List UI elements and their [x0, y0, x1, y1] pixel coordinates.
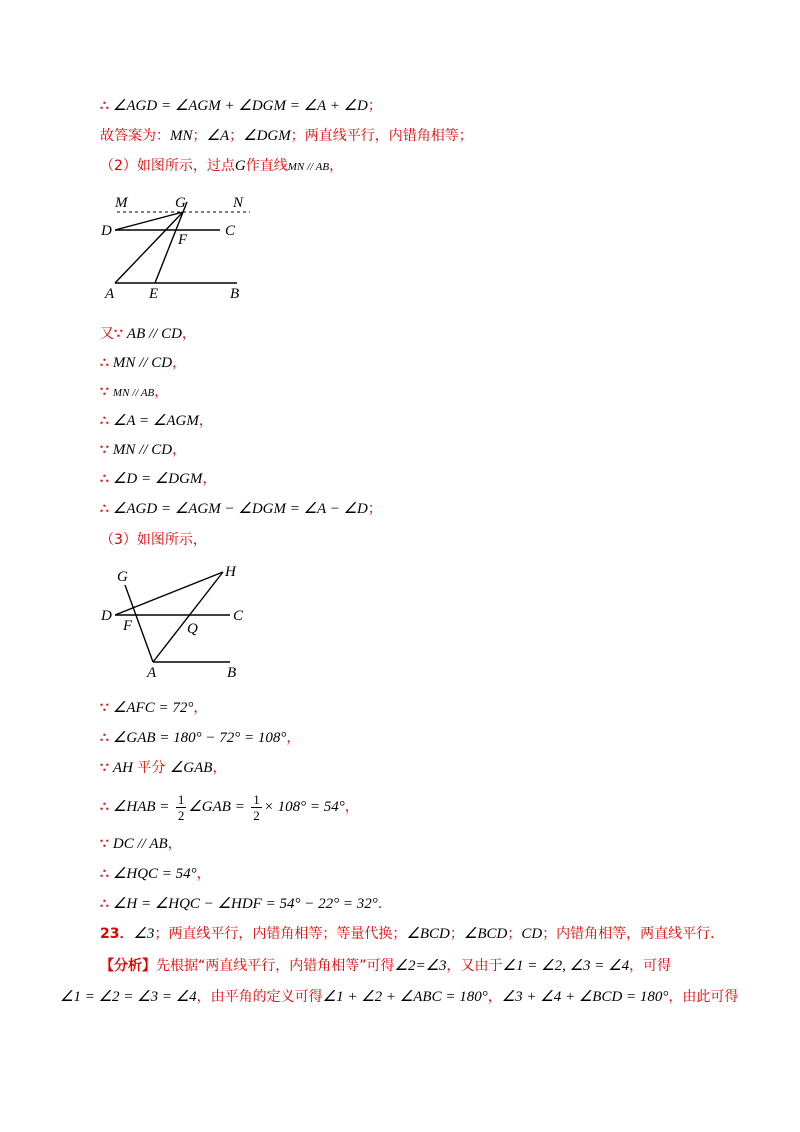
punctuation: ， — [202, 471, 217, 487]
numerator: 1 — [253, 791, 260, 807]
math-expression: ∠2=∠3 — [394, 958, 447, 974]
proof-line-4 — [100, 324, 196, 344]
part2-label: （2）如图所示，过点 — [100, 158, 235, 174]
answer-line — [100, 126, 473, 146]
proof-line-7 — [100, 411, 213, 431]
proof-line-18 — [100, 894, 392, 914]
answer-text: ；两直线平行，内错角相等；等量代换； — [154, 926, 407, 942]
math-expression: MN // CD — [112, 442, 173, 458]
also-label: 又 — [100, 326, 114, 342]
denominator: 2 — [177, 807, 185, 823]
therefore-symbol: ∴ — [100, 799, 109, 815]
label-b: B — [230, 286, 240, 302]
proof-line-12 — [100, 698, 207, 718]
label-g: G — [175, 195, 186, 211]
answer-angle-bcd: ∠BCD — [406, 926, 450, 942]
answer-angle-3: ∠3 — [133, 926, 155, 942]
analysis-line-2 — [60, 987, 738, 1007]
geometry-figure-2 — [95, 560, 255, 685]
answer-angle-dgm: ∠DGM — [243, 128, 291, 144]
because-symbol: ∵ — [114, 326, 123, 342]
math-expression: ∠1 = ∠2 = ∠3 = ∠4 — [60, 989, 197, 1005]
math-expression: DC // AB — [112, 836, 168, 852]
label-q: Q — [187, 621, 198, 637]
answer-reason: ；两直线平行，内错角相等； — [290, 128, 473, 144]
label-a: A — [105, 286, 115, 302]
proof-line-16 — [100, 834, 182, 854]
proof-line-15 — [100, 790, 359, 824]
punctuation: ， — [196, 866, 211, 882]
math-expression: × 108° = 54° — [263, 799, 345, 815]
label-c: C — [233, 608, 244, 624]
answer-angle-a: ∠A — [206, 128, 230, 144]
punctuation: ． — [377, 896, 392, 912]
punctuation: ， — [172, 355, 187, 371]
proof-line-13 — [100, 728, 300, 748]
because-symbol: ∵ — [100, 384, 109, 400]
proof-line-10 — [100, 499, 382, 519]
punctuation: ， — [212, 760, 227, 776]
analysis-text: 先根据“两直线平行，内错角相等”可得 — [156, 958, 395, 974]
fraction-half — [251, 792, 262, 823]
label-b: B — [227, 665, 237, 681]
question-number: 23． — [100, 926, 134, 942]
answer-text: ；内错角相等，两直线平行． — [542, 926, 725, 942]
punctuation: ， — [329, 158, 344, 174]
denominator: 2 — [253, 807, 260, 823]
part2-mid: 作直线 — [245, 158, 288, 174]
therefore-symbol: ∴ — [100, 355, 109, 371]
punctuation: ； — [367, 98, 382, 114]
analysis-text: ，由此可得 — [668, 989, 739, 1005]
label-m: M — [115, 195, 128, 211]
math-expression: ∠GAB = — [188, 799, 245, 815]
punctuation: ， — [344, 799, 359, 815]
analysis-line-1 — [100, 956, 671, 976]
because-symbol: ∵ — [100, 700, 109, 716]
because-symbol: ∵ — [100, 760, 109, 776]
part2-heading — [100, 156, 343, 177]
proof-line-8 — [100, 440, 186, 460]
math-expression: MN // CD — [112, 355, 173, 371]
proof-line-5 — [100, 353, 186, 373]
answer-angle-bcd: ∠BCD — [463, 926, 508, 942]
punctuation: ； — [367, 501, 382, 517]
therefore-symbol: ∴ — [100, 730, 109, 746]
therefore-symbol: ∴ — [100, 98, 109, 114]
punctuation: ， — [154, 384, 169, 400]
point-g: G — [234, 158, 246, 174]
label-a: A — [147, 665, 157, 681]
geometry-figure-1 — [95, 190, 265, 305]
punctuation: ， — [193, 700, 208, 716]
label-d: D — [101, 608, 112, 624]
segment-ag — [115, 212, 183, 283]
therefore-symbol: ∴ — [100, 866, 109, 882]
label-n: N — [233, 195, 244, 211]
segment-dg — [115, 212, 183, 230]
analysis-text: ，可得 — [629, 958, 672, 974]
proof-line-14 — [100, 758, 226, 778]
math-expression: ∠1 = ∠2, ∠3 = ∠4 — [502, 958, 630, 974]
separator: ； — [192, 128, 207, 144]
math-expression: MN // AB — [112, 387, 155, 399]
therefore-symbol: ∴ — [100, 413, 109, 429]
because-symbol: ∵ — [100, 836, 109, 852]
therefore-symbol: ∴ — [100, 896, 109, 912]
separator: ； — [507, 926, 522, 942]
math-expression: ∠AFC = 72° — [112, 700, 194, 716]
punctuation: ， — [181, 326, 196, 342]
math-expression: ∠A = ∠AGM — [112, 413, 199, 429]
proof-line-17 — [100, 864, 211, 884]
separator: ； — [449, 926, 464, 942]
math-expression: ∠GAB = 180° − 72° = 108° — [112, 730, 287, 746]
proof-line-1 — [100, 96, 382, 116]
analysis-text: ，由平角的定义可得 — [196, 989, 323, 1005]
analysis-text: ，又由于 — [446, 958, 503, 974]
bisects-label: 平分 — [137, 760, 166, 776]
answer-label: 故答案为： — [100, 128, 170, 144]
math-expression: ∠HAB = — [112, 799, 170, 815]
line-mn-parallel-ab: MN // AB — [287, 161, 330, 173]
math-expression: ∠3 + ∠4 + ∠BCD = 180° — [501, 989, 669, 1005]
because-symbol: ∵ — [100, 442, 109, 458]
label-c: C — [225, 223, 236, 239]
numerator: 1 — [177, 791, 185, 807]
label-f: F — [123, 618, 133, 634]
math-expression: ∠H = ∠HQC − ∠HDF = 54° − 22° = 32° — [112, 896, 378, 912]
math-expression: ∠AGD = ∠AGM − ∠DGM = ∠A − ∠D — [112, 501, 368, 517]
punctuation: ， — [172, 442, 187, 458]
therefore-symbol: ∴ — [100, 501, 109, 517]
proof-line-9 — [100, 469, 216, 489]
math-expression: ∠D = ∠DGM — [112, 471, 203, 487]
part3-heading: （3）如图所示， — [100, 532, 207, 548]
answer-cd: CD — [521, 926, 543, 942]
therefore-symbol: ∴ — [100, 471, 109, 487]
math-expression: ∠HQC = 54° — [112, 866, 197, 882]
proof-line-6 — [100, 382, 168, 403]
separator: ， — [487, 989, 502, 1005]
label-h: H — [225, 564, 236, 580]
math-expression: ∠AGD = ∠AGM + ∠DGM = ∠A + ∠D — [112, 98, 368, 114]
label-d: D — [101, 223, 112, 239]
math-expression: AB // CD — [126, 326, 182, 342]
fraction-half — [176, 792, 187, 823]
math-expression: ∠1 + ∠2 + ∠ABC = 180° — [322, 989, 488, 1005]
punctuation: ， — [286, 730, 301, 746]
punctuation: ， — [198, 413, 213, 429]
math-expression: AH — [112, 760, 133, 776]
label-g: G — [117, 569, 128, 585]
label-f: F — [178, 232, 188, 248]
analysis-tag: 【分析】 — [100, 958, 156, 974]
question-23-answer — [100, 924, 724, 944]
math-expression: ∠GAB — [169, 760, 213, 776]
label-e: E — [149, 286, 159, 302]
answer-mn: MN — [170, 128, 193, 144]
punctuation: ， — [167, 836, 182, 852]
separator: ； — [229, 128, 244, 144]
